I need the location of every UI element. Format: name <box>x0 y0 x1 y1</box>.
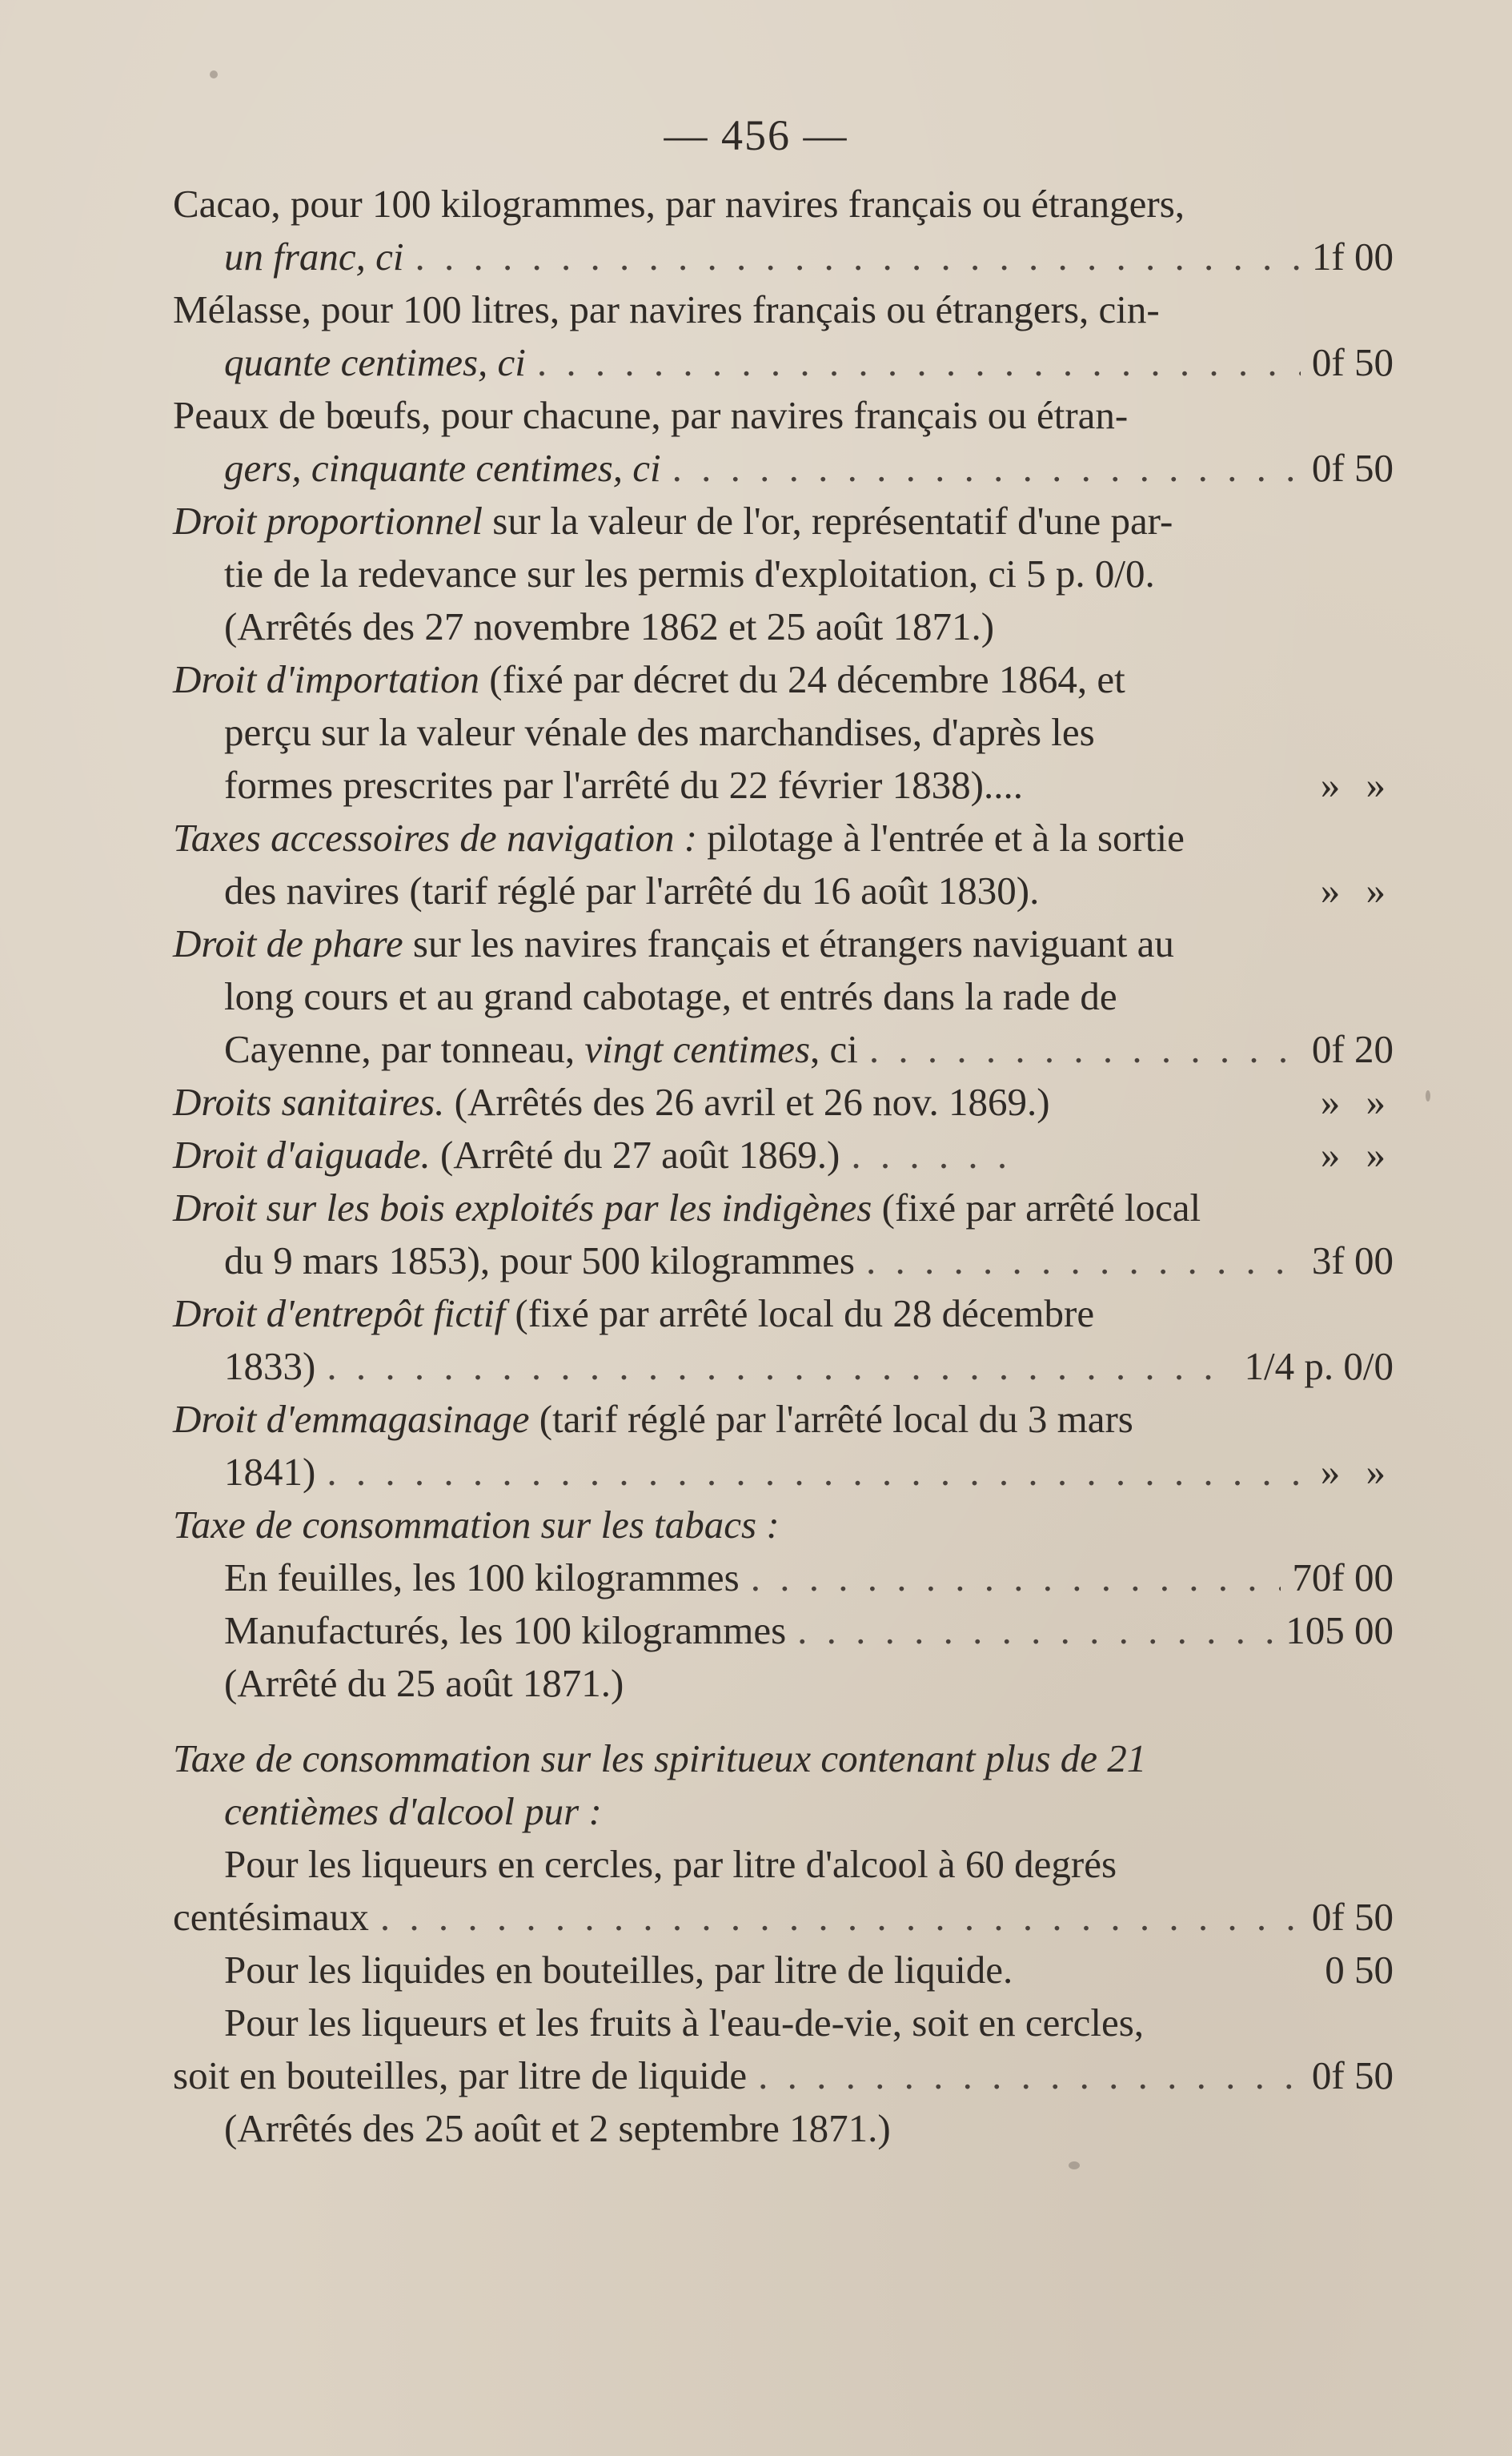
line-text: gers, cinquante centimes, ci <box>224 446 661 490</box>
entry-droit-phare <box>173 917 1394 1076</box>
amount: 0f 50 <box>1311 340 1394 384</box>
text-line <box>173 336 1394 389</box>
line-text: du 9 mars 1853), pour 500 kilogrammes <box>224 1238 855 1282</box>
line-text: Cayenne, par tonneau, <box>224 1027 585 1071</box>
text-line <box>173 1129 1394 1182</box>
text-line <box>173 1891 1394 1944</box>
line-text: (tarif réglé par l'arrêté local du 3 mars <box>529 1397 1133 1441</box>
line-text: Pour les liqueurs en cercles, par litre d'alcool à 60 degrés <box>224 1842 1117 1886</box>
leader-dots <box>537 336 1301 389</box>
text-line <box>173 1076 1394 1129</box>
leader-dots <box>380 1891 1301 1944</box>
text-line <box>173 1393 1394 1446</box>
amount: 1f 00 <box>1311 235 1394 279</box>
amount: » » <box>1320 763 1394 807</box>
line-text: vingt centimes <box>584 1027 811 1071</box>
text-line <box>173 1785 1394 1838</box>
line-text: des navires (tarif réglé par l'arrêté du 16 août 1830). <box>224 869 1040 913</box>
amount: » » <box>1320 1450 1394 1494</box>
text-line <box>173 1604 1394 1657</box>
entry-droit-aiguade <box>173 1129 1394 1182</box>
amount: » » <box>1320 1133 1394 1177</box>
line-text: (fixé par arrêté local <box>872 1186 1201 1230</box>
entry-droit-proportionnel <box>173 495 1394 653</box>
text-line <box>173 231 1394 283</box>
text-line <box>173 917 1394 970</box>
entry-droit-bois <box>173 1182 1394 1287</box>
line-text: sur les navires français et étrangers naviguant au <box>403 921 1174 965</box>
line-text: Pour les liquides en bouteilles, par litre de liquide. <box>224 1948 1013 1992</box>
entry-heading: Droit de phare <box>173 921 403 965</box>
leader-dots <box>758 2049 1301 2102</box>
line-text: long cours et au grand cabotage, et entrés dans la rade de <box>224 974 1117 1018</box>
entry-heading: Droit d'aiguade. <box>173 1133 431 1177</box>
entry-taxe-tabacs <box>173 1499 1394 1710</box>
text-line <box>173 389 1394 442</box>
leader-dots <box>327 1340 1233 1393</box>
text-line <box>173 1340 1394 1393</box>
spacer <box>173 1710 1394 1732</box>
line-text: tie de la redevance sur les permis d'exploitation, ci 5 p. 0/0. <box>224 552 1155 596</box>
amount: 1/4 p. 0/0 <box>1244 1344 1394 1388</box>
page-text <box>173 178 1394 2155</box>
text-line <box>173 1023 1394 1076</box>
leader-dots <box>672 442 1301 495</box>
text-line <box>173 970 1394 1023</box>
entry-peaux <box>173 389 1394 495</box>
line-text: Manufacturés, les 100 kilogrammes <box>224 1608 787 1652</box>
entry-heading: centièmes d'alcool pur : <box>224 1789 602 1833</box>
text-line <box>173 1657 1394 1710</box>
leader-dots <box>797 1604 1274 1657</box>
amount: » » <box>1320 869 1394 913</box>
text-line <box>173 600 1394 653</box>
entry-cacao <box>173 178 1394 283</box>
entry-taxes-navigation <box>173 812 1394 917</box>
entry-droit-emmagasinage <box>173 1393 1394 1499</box>
line-text: 1841) <box>224 1450 316 1494</box>
line-text: pilotage à l'entrée et à la sortie <box>697 816 1185 860</box>
paper-spot <box>1069 2161 1080 2169</box>
leader-dots <box>327 1446 1309 1499</box>
entry-heading: Taxe de consommation sur les spiritueux contenant plus de 21 <box>173 1736 1147 1780</box>
entry-heading: Taxes accessoires de navigation : <box>173 816 698 860</box>
amount: » » <box>1320 1080 1394 1124</box>
text-line <box>173 1446 1394 1499</box>
line-text: quante centimes, ci <box>224 340 526 384</box>
line-text: Mélasse, pour 100 litres, par navires français ou étrangers, cin- <box>173 287 1160 331</box>
line-text: un franc, ci <box>224 235 404 279</box>
line-text: En feuilles, les 100 kilogrammes <box>224 1555 740 1599</box>
entry-heading: Taxe de consommation sur les tabacs : <box>173 1503 780 1547</box>
text-line <box>173 495 1394 548</box>
line-text: (Arrêtés des 25 août et 2 septembre 1871.) <box>224 2106 891 2150</box>
line-text: sur la valeur de l'or, représentatif d'une par- <box>483 499 1173 543</box>
entry-droit-importation <box>173 653 1394 812</box>
paper-spot <box>210 70 218 78</box>
text-line <box>173 1234 1394 1287</box>
leader-dots <box>415 231 1301 283</box>
line-text: (fixé par décret du 24 décembre 1864, et <box>479 657 1125 701</box>
line-text: (fixé par arrêté local du 28 décembre <box>505 1291 1095 1335</box>
entry-heading: Droit d'entrepôt fictif <box>173 1291 506 1335</box>
entry-heading: Droit sur les bois exploités par les indigènes <box>173 1186 872 1230</box>
entry-droits-sanitaires <box>173 1076 1394 1129</box>
paper-spot <box>1426 1090 1430 1102</box>
entry-heading: Droit proportionnel <box>173 499 483 543</box>
entry-heading: Droit d'importation <box>173 657 480 701</box>
text-line <box>173 178 1394 231</box>
text-line <box>173 1499 1394 1551</box>
text-line <box>173 2102 1394 2155</box>
text-line <box>173 812 1394 865</box>
page-number: — 456 — <box>664 111 848 159</box>
line-text: (Arrêtés des 26 avril et 26 nov. 1869.) <box>444 1080 1050 1124</box>
amount: 0f 50 <box>1311 1895 1394 1939</box>
amount: 3f 00 <box>1311 1238 1394 1282</box>
text-line <box>173 865 1394 917</box>
line-text: Pour les liqueurs et les fruits à l'eau-de-vie, soit en cercles, <box>224 2001 1145 2045</box>
line-text: soit en bouteilles, par litre de liquide <box>173 2053 748 2097</box>
amount: 105 00 <box>1285 1608 1394 1652</box>
line-text: perçu sur la valeur vénale des marchandises, d'après les <box>224 710 1095 754</box>
leader-dots <box>866 1234 1301 1287</box>
amount: 0f 20 <box>1311 1027 1394 1071</box>
leader-dots <box>751 1551 1281 1604</box>
entry-heading: Droit d'emmagasinage <box>173 1397 530 1441</box>
amount: 0 50 <box>1325 1948 1394 1992</box>
text-line <box>173 283 1394 336</box>
text-line <box>173 1944 1394 1997</box>
line-text: formes prescrites par l'arrêté du 22 février 1838).... <box>224 763 1023 807</box>
entry-droit-entrepot <box>173 1287 1394 1393</box>
text-line <box>173 2049 1394 2102</box>
text-line <box>173 706 1394 759</box>
amount: 0f 50 <box>1311 2053 1394 2097</box>
line-text: 1833) <box>224 1344 316 1388</box>
text-line <box>173 1732 1394 1785</box>
leader-dots <box>851 1129 1027 1182</box>
line-text: (Arrêté du 25 août 1871.) <box>224 1661 624 1705</box>
text-line <box>173 1997 1394 2049</box>
text-line <box>173 1287 1394 1340</box>
entry-heading: Droits sanitaires. <box>173 1080 445 1124</box>
text-line <box>173 1182 1394 1234</box>
text-line <box>173 442 1394 495</box>
amount: 0f 50 <box>1311 446 1394 490</box>
line-text: Cacao, pour 100 kilogrammes, par navires français ou étrangers, <box>173 182 1185 226</box>
line-text: centésimaux <box>173 1895 369 1939</box>
line-text: , ci <box>810 1027 858 1071</box>
line-text: (Arrêtés des 27 novembre 1862 et 25 août 1871.) <box>224 604 995 648</box>
amount: 70f 00 <box>1292 1555 1394 1599</box>
text-line <box>173 548 1394 600</box>
entry-taxe-spiritueux <box>173 1732 1394 2155</box>
text-line <box>173 653 1394 706</box>
leader-dots <box>869 1023 1301 1076</box>
text-line <box>173 1838 1394 1891</box>
line-text: (Arrêté du 27 août 1869.) <box>430 1133 840 1177</box>
text-line <box>173 759 1394 812</box>
text-line <box>173 1551 1394 1604</box>
line-text: Peaux de bœufs, pour chacune, par navires français ou étran- <box>173 393 1129 437</box>
entry-melasse <box>173 283 1394 389</box>
